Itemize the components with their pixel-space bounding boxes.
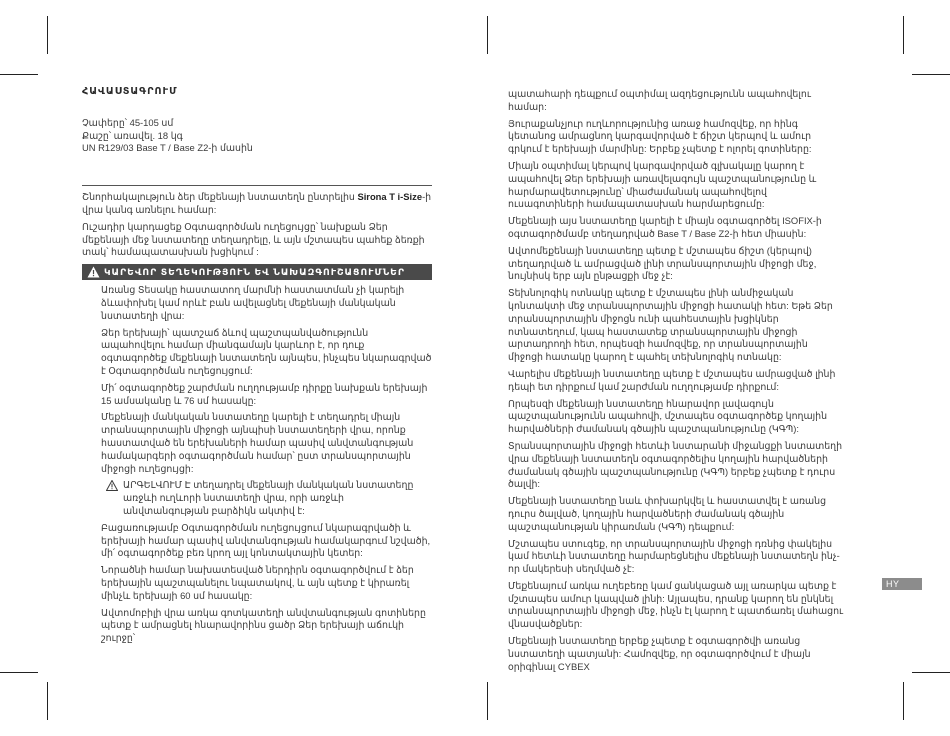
intro-text-a: Շնորհակալություն ձեր մեքենայի նստատեղն ընտրելիս [82,191,358,203]
crop-mark [903,16,904,54]
intro-paragraph-1 [82,191,432,217]
prohibited-text: տեղադրել մեքենայի մանկական նստատեղը առջևի ուղևորի նստատեղի վրա, որի առջևի անվտանգության բարձիկն ակտիվ է: [123,479,414,516]
warning-item: Նորածնի համար նախատեսված ներդիրն օգտագործվում է ձեր երեխային պաշտպանելու նպատակով, և այն պետք է կիրառել մինչև երեխայի 60 սմ հասակը: [101,564,414,601]
crop-mark [47,16,48,54]
warning-item: Մեքենայի մանկական նստատեղը կարելի է տեղադրել միայն տրանսպորտային միջոցի այնպիսի նստատեղերի վրա, որոնք հաստատված են երեխաների համար պասիվ անվտանգության համակարգերի օգտագործման համար՝ ըստ տրանսպորտային միջոցի ուղեցույցի: [101,411,414,474]
paragraph: Վարելիս մեքենայի նստատեղը պետք է մշտապես ամրացված լինի դեպի ետ դիրքում կամ շարժման ուղղությամբ դիրքում: [508,367,836,392]
paragraph: Յուրաքանչյուր ուղևորությունից առաջ համոզվեք, որ հինգ կետանոց ամրացնող կարգավորված է ճիշտ կերպով և ամուր գրկում է երեխայի մարմինը: Երբեք չպետք է ոլորել գոտիները: [508,117,812,155]
paragraph: Մեքենայի նստատեղը երբեք չպետք է օգտագործվի առանց նստատեղի պատյանի: Համոզվեք, որ օգտագործվում է միայն օրիգինալ CYBEX [508,635,811,672]
prohibited-label: ԱՐԳԵԼՎՈՒՄ Է [123,479,191,491]
paragraph: Միայն օպտիմալ կերպով կարգավորված գլխակալը կարող է ապահովել Ձեր երեխայի առավելագույն պաշտպանությունը և հարմարավետությունը՝ միաժամանակ ապահովելով ուսագոտիների համապատասխան հարմարեցումը: [508,159,817,210]
warning-item: Ավտոմոբիլի վրա առկա գոտկատեղի անվտանգության գոտիները պետք է ամրացնել հնարավորինս ցածր Ձեր երեխայի աճուկի շուրջը՝ [101,606,426,644]
spec-list [82,117,432,155]
paragraph: Մեքենայի այս նստատեղը կարելի է միայն օգտագործել ISOFIX-ի օգտագործմամբ տեղադրված Base T / Base Z2-ի հետ միասին: [508,215,822,239]
warning-triangle-icon [101,479,123,517]
crop-mark [487,682,488,720]
warning-list [82,284,432,645]
crop-mark [0,74,38,75]
product-name: Sirona T i-Size [357,191,423,203]
spec-approval: UN R129/03 Base T / Base Z2-ի մասին [82,142,253,154]
paragraph: Մշտապես ստուգեք, որ տրանսպորտային միջոցի դռնից փակելիս կամ հետևի նստատեղը հարմարեցնելիս մեքենայի նստատեղն ինչ-որ մակերեսի սեղմված չէ: [508,537,840,575]
paragraph: Որպեսզի մեքենայի նստատեղը հնարավոր լավագույն պաշտպանությունն ապահովի, մշտապես օգտագործեք կողային հարվածների ժամանակ գծային պաշտպանությունը (ԿԳՊ): [508,397,828,435]
warning-item: Առանց Տեսակը հաստատող մարմնի հաստատման չի կարելի ձևափոխել կամ որևէ բան ավելացնել մեքենայի մանկական նստատեղի վրա: [101,284,405,321]
crop-mark [903,682,904,720]
crop-mark [487,16,488,54]
crop-mark [912,74,950,75]
warning-header [82,264,432,280]
spec-weight: Քաշը՝ առավել. 18 կգ [82,129,183,141]
crop-mark [912,672,950,673]
paragraph: Տեխնոլոգիկ ոտնակը պետք է մշտապես լինի անմիջական կոնտակտի մեջ տրանսպորտային միջոցի հատակի հետ: Եթե Ձեր տրանսպորտային միջոցն ունի պահեստային խցիկներ ոտնատեղում, կապ հաստատեք տրանսպորտային միջոցի արտադրողի հետ, որպեսզի համոզվեք, որ տրանսպորտային միջոցի հատակը կարող է պահել տեխնոլոգիկ ոտնակը: [508,287,833,363]
paragraph: Մեքենայում առկա ուղեբեռը կամ ցանկացած այլ առարկա պետք է մշտապես ամուր կապված լինի: Այլապես, դրանք կարող են ընկնել տրանսպորտային միջոցի մեջ, ինչն էլ կարող է պատճառել մահացու վնասվածքներ: [508,579,844,630]
warning-item: Մի՛ օգտագործեք շարժման ուղղությամբ դիրքը նախքան երեխայի 15 ամսականը և 76 սմ հասակը: [101,381,428,406]
warning-header-text: ԿԱՐԵՎՈՐ ՏԵՂԵԿՈՒԹՅՈՒՆ ԵՎ ՆԱԽԱԶԳՈՒՇԱՑՈՒՄՆԵՐ [104,266,405,277]
crop-mark [47,682,48,720]
crop-mark [0,672,38,673]
intro-text-b: -ի վրա կանգ առնելու համար: [82,191,432,215]
paragraph: Ավտոմեքենայի նստատեղը պետք է մշտապես ճիշտ (կերպով) տեղադրված և ամրացված լինի տրանսպորտային միջոցի մեջ, նույնիսկ երբ այն ընթացքի մեջ չէ: [508,244,817,282]
document-title: ՀԱՎԱՍՏԱԳՐՈՒՄ [82,86,178,97]
paragraph: Մեքենայի նստատեղը նաև փոխարկվել և հաստատվել է առանց դուրս ծալված, կողային հարվածների ժամանակ գծային պաշտպանության կիրառման (ԿԳՊ) դեպքում: [508,495,827,532]
intro-paragraph-2: Ուշադիր կարդացեք Օգտագործման ուղեցույցը՝ նախքան Ձեր մեքենայի մեջ նստատեղը տեղադրելը, և այն մշտապես պահեք ձեռքի տակ՝ համապատասխան խցիկում : [82,220,425,258]
left-column [82,86,432,649]
right-column [508,88,844,677]
airbag-warning-text [123,479,432,517]
warning-item: Բացառությամբ Օգտագործման ուղեցույցում նկարագրվածի և երեխայի համար պասիվ անվտանգության համակարգում նշվածի, մի՛ օգտագործեք բեռ կրող այլ կոնտակտային կետեր: [101,521,431,559]
paragraph: Տրանսպորտային միջոցի հետևի նստարանի միջանցքի նստատեղի վրա մեքենայի նստատեղն օգտագործելիս կողային հարվածների ժամանակ գծային պաշտպանությունը (ԿԳՊ) երբեք չպետք է դուրս ծալվի: [508,439,843,490]
language-tab: HY [882,578,922,590]
warning-item: Ձեր երեխայի՝ պատշաճ ձևով պաշտպանվածությունն ապահովելու համար միանգամայն կարևոր է, որ դուք օգտագործեք մեքենայի նստատեղն այնպես, ինչպես նկարագրված է Օգտագործման ուղեցույցում: [101,326,432,376]
section-divider [82,185,432,186]
spec-size: Չափերը՝ 45-105 սմ [82,116,174,128]
airbag-warning-note [101,479,432,517]
warning-triangle-icon [82,266,104,278]
paragraph: պատահարի դեպքում օպտիմալ ազդեցությունն ապահովելու համար: [508,88,811,112]
